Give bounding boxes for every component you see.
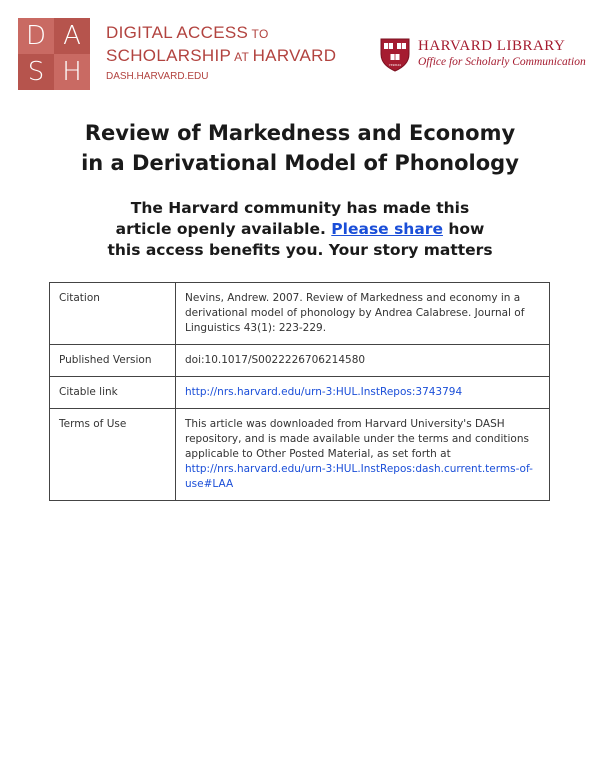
harvard-library-office: Office for Scholarly Communication (418, 56, 586, 68)
harvard-library-name: HARVARD LIBRARY (418, 38, 566, 54)
citation-label: Citation (50, 283, 176, 345)
published-version-value: doi:10.1017/S0022226706214580 (176, 345, 550, 377)
dash-line1-main: DIGITAL ACCESS (106, 23, 249, 42)
dash-logo-letter-d: D (18, 18, 54, 54)
terms-of-use-link[interactable]: http://nrs.harvard.edu/urn-3:HUL.InstRepos:dash.current.terms-of-use#LAA (185, 463, 533, 490)
terms-of-use-cell (176, 409, 550, 501)
share-prompt-line2 (0, 219, 600, 240)
citation-value: Nevins, Andrew. 2007. Review of Markedness and economy in a derivational model of phonology by Andrea Calabrese. Journal of Linguistics 43(1): 223-229. (176, 283, 550, 345)
dash-line1-small: TO (248, 27, 269, 41)
dash-line2-end: HARVARD (252, 46, 337, 65)
dash-logo-letter-s: S (18, 54, 54, 90)
share-prompt-line2-post: how (448, 220, 485, 238)
dash-line2-small: AT (231, 50, 253, 64)
terms-of-use-text: This article was downloaded from Harvard University's DASH repository, and is made available under the terms and conditions applicable to Other Posted Material, as set forth at (185, 418, 529, 460)
harvard-shield-motto: VERITAS (388, 63, 402, 67)
harvard-library-wordmark (418, 38, 586, 69)
citable-link-cell (176, 377, 550, 409)
table-row-published-version (50, 345, 550, 377)
share-prompt-line2-pre: article openly available. (115, 220, 326, 238)
dash-logo-letter-h: H (54, 54, 90, 90)
article-title (0, 118, 600, 178)
table-row-citable-link (50, 377, 550, 409)
article-title-line1: Review of Markedness and Economy (84, 121, 516, 145)
dash-logo (18, 18, 90, 90)
terms-of-use-label: Terms of Use (50, 409, 176, 501)
dash-logo-letter-a: A (54, 18, 90, 54)
table-row-citation (50, 283, 550, 345)
share-prompt-line1: The Harvard community has made this (130, 199, 470, 217)
citable-link[interactable]: http://nrs.harvard.edu/urn-3:HUL.InstRepos:3743794 (185, 386, 463, 398)
share-prompt-line3: this access benefits you. Your story matters (107, 241, 493, 259)
dash-wordmark-line2 (106, 45, 336, 68)
harvard-shield-icon (380, 38, 410, 72)
metadata-table (49, 282, 550, 501)
please-share-link[interactable]: Please share (331, 220, 443, 238)
citable-link-label: Citable link (50, 377, 176, 409)
dash-wordmark (106, 22, 336, 82)
dash-line2-main: SCHOLARSHIP (106, 46, 232, 65)
dash-url-link[interactable]: DASH.HARVARD.EDU (106, 71, 209, 82)
dash-wordmark-line1 (106, 22, 336, 45)
article-title-line2: in a Derivational Model of Phonology (81, 151, 519, 175)
table-row-terms-of-use (50, 409, 550, 501)
published-version-label: Published Version (50, 345, 176, 377)
share-prompt (0, 198, 600, 261)
